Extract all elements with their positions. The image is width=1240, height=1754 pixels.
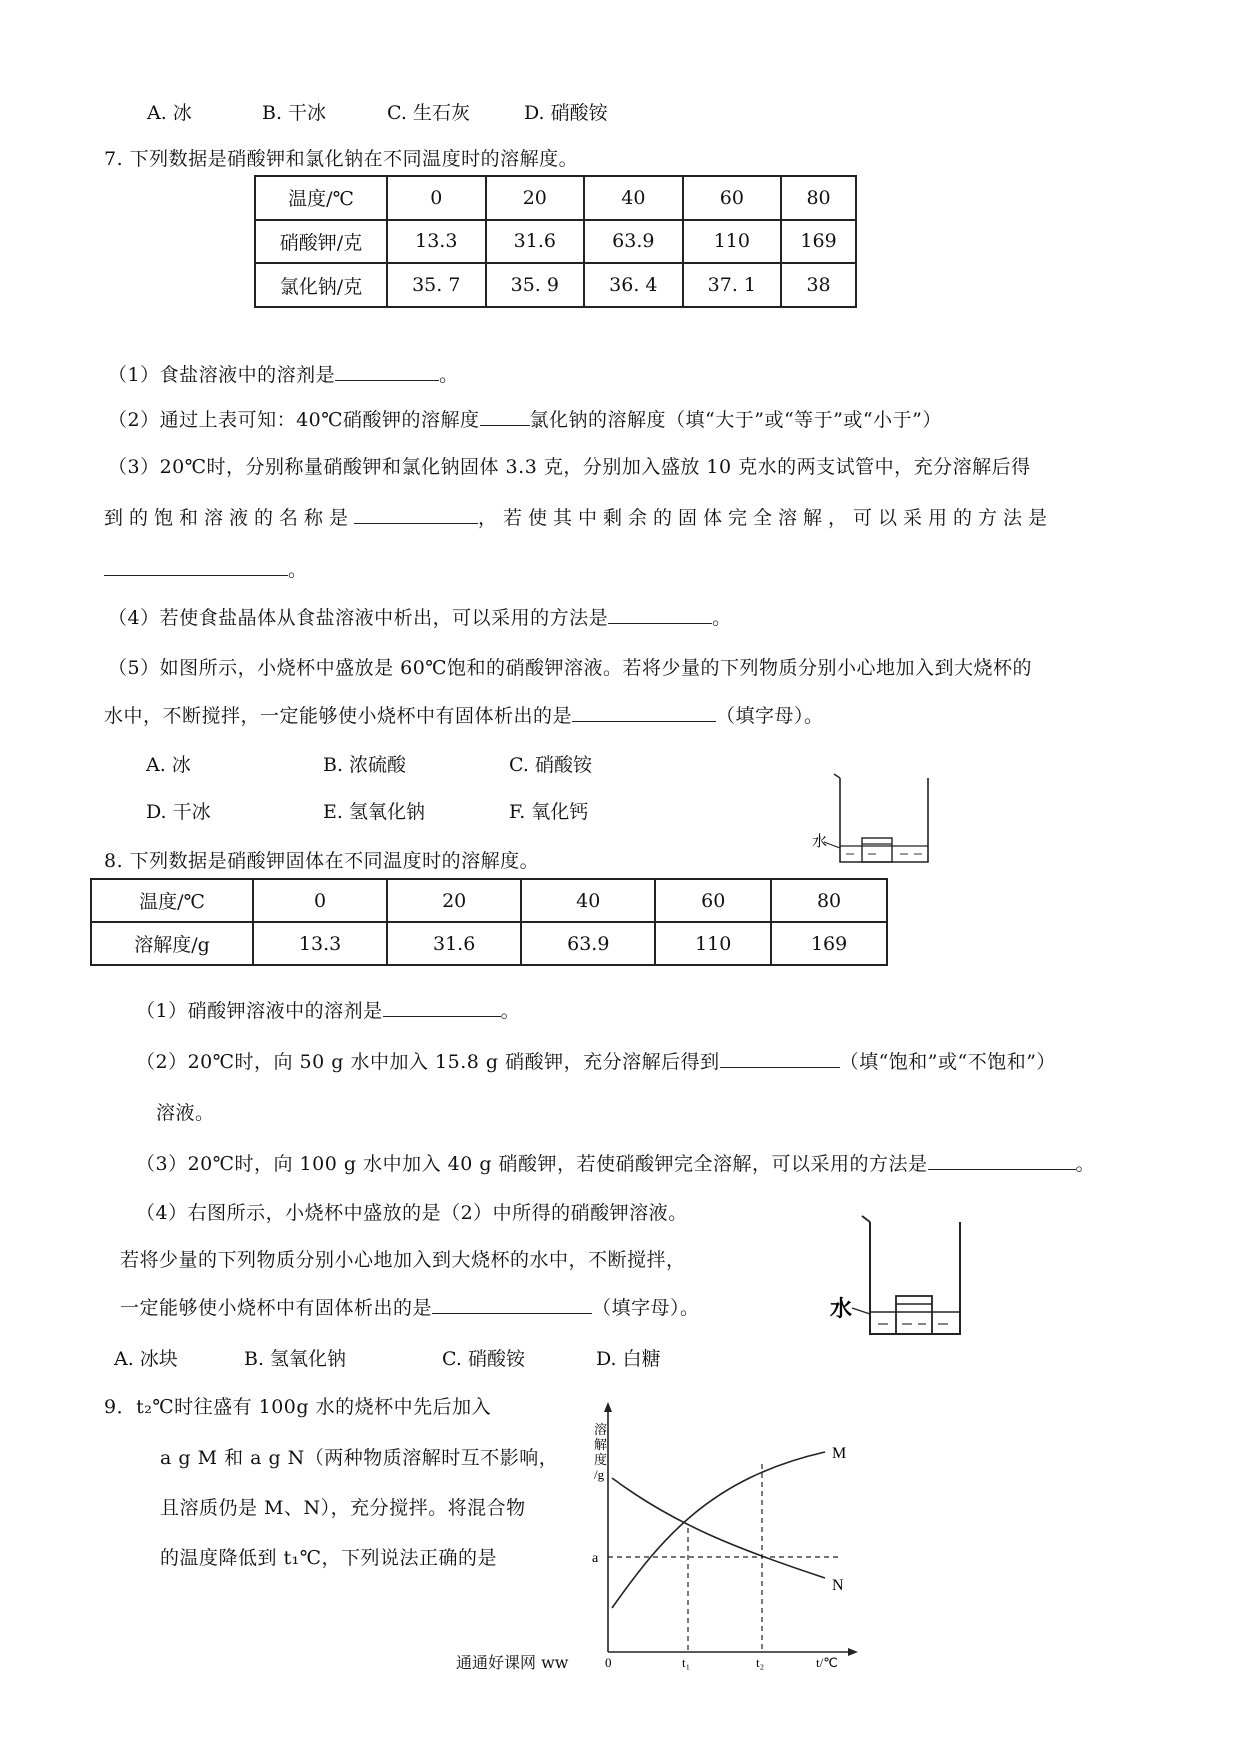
table-cell: 169 bbox=[771, 922, 887, 965]
answer-blank[interactable] bbox=[608, 603, 712, 624]
y-axis-arrow bbox=[604, 1402, 612, 1412]
q7-stem: 7. 下列数据是硝酸钾和氯化钠在不同温度时的溶解度。 bbox=[104, 148, 579, 170]
q8-part4-end: （填字母）。 bbox=[592, 1297, 700, 1319]
table-cell: 169 bbox=[781, 220, 856, 264]
q8-part3-text: （3）20℃时，向 100 g 水中加入 40 g 硝酸钾，若使硝酸钾完全溶解，可以采用的方法是 bbox=[136, 1153, 928, 1175]
q7-part1 bbox=[108, 360, 459, 387]
q7-part4-text: （4）若使食盐晶体从食盐溶液中析出，可以采用的方法是 bbox=[108, 607, 609, 629]
q7-part2 bbox=[108, 405, 942, 432]
x-tick-label: 0 bbox=[605, 1655, 612, 1670]
q7-option-b: B. 浓硫酸 bbox=[323, 754, 407, 776]
water-label: 水 bbox=[812, 834, 828, 850]
solubility-chart bbox=[580, 1400, 870, 1670]
water-label: 水 bbox=[830, 1296, 853, 1321]
x-tick-label: t₂ bbox=[756, 1655, 765, 1670]
table-cell: 31.6 bbox=[486, 220, 585, 264]
table-cell: 溶解度/g bbox=[91, 922, 253, 965]
answer-blank[interactable] bbox=[720, 1047, 840, 1068]
q7-part2-text: （2）通过上表可知：40℃硝酸钾的溶解度 bbox=[108, 409, 480, 431]
q8-part1-text: （1）硝酸钾溶液中的溶剂是 bbox=[136, 1000, 383, 1022]
q7-part3-text: 到的饱和溶液的名称是 bbox=[104, 507, 355, 529]
x-axis-arrow bbox=[848, 1648, 858, 1656]
q8-part3 bbox=[136, 1149, 1095, 1176]
q7-part4-end: 。 bbox=[712, 607, 732, 629]
series-label-m: M bbox=[832, 1445, 847, 1462]
table-cell: 硝酸钾/克 bbox=[255, 220, 387, 264]
q9-line3: 且溶质仍是 M、N），充分搅拌。将混合物 bbox=[160, 1497, 526, 1519]
answer-blank[interactable] bbox=[354, 503, 478, 524]
table-cell: 温度/℃ bbox=[255, 176, 387, 220]
table-cell: 38 bbox=[781, 263, 856, 307]
q7-part5-line1: （5）如图所示，小烧杯中盛放是 60℃饱和的硝酸钾溶液。若将少量的下列物质分别小心地加入到大烧杯的 bbox=[108, 657, 1033, 679]
q8-part2-text: （2）20℃时，向 50 g 水中加入 15.8 g 硝酸钾，充分溶解后得到 bbox=[136, 1051, 720, 1073]
table-row bbox=[91, 879, 887, 922]
beaker-figure bbox=[810, 772, 940, 868]
table-cell: 0 bbox=[387, 176, 486, 220]
table-row bbox=[255, 263, 856, 307]
table-cell: 37. 1 bbox=[683, 263, 782, 307]
table-cell: 63.9 bbox=[521, 922, 655, 965]
q8-option-c: C. 硝酸铵 bbox=[442, 1348, 525, 1370]
q7-part5-end: （填字母）。 bbox=[716, 705, 824, 727]
q8-part4-line1: （4）右图所示，小烧杯中盛放的是（2）中所得的硝酸钾溶液。 bbox=[136, 1202, 688, 1224]
q9-line2: a g M 和 a g N（两种物质溶解时互不影响， bbox=[160, 1447, 559, 1469]
q7-part3-line2 bbox=[104, 503, 1053, 530]
q7-part3-line3 bbox=[104, 555, 308, 582]
table-cell: 60 bbox=[655, 879, 771, 922]
q7-part4 bbox=[108, 603, 732, 630]
q8-option-a: A. 冰块 bbox=[114, 1348, 178, 1370]
q7-table bbox=[254, 175, 857, 308]
q6-option-c: C. 生石灰 bbox=[387, 102, 470, 124]
series-label-n: N bbox=[832, 1577, 844, 1594]
x-tick-label: t₁ bbox=[682, 1655, 691, 1670]
q7-part1-text: （1）食盐溶液中的溶剂是 bbox=[108, 364, 336, 386]
q8-option-d: D. 白糖 bbox=[596, 1348, 661, 1370]
answer-blank[interactable] bbox=[572, 701, 716, 722]
q7-part2-end: 氯化钠的溶解度（填“大于”或“等于”或“小于”） bbox=[529, 409, 942, 431]
q8-option-b: B. 氢氧化钠 bbox=[244, 1348, 347, 1370]
table-cell: 63.9 bbox=[584, 220, 683, 264]
q7-part5-line2 bbox=[104, 701, 824, 728]
q8-part1 bbox=[136, 996, 520, 1023]
answer-blank[interactable] bbox=[104, 555, 288, 576]
table-row bbox=[91, 922, 887, 965]
table-cell: 31.6 bbox=[387, 922, 521, 965]
q7-option-d: D. 干冰 bbox=[146, 801, 211, 823]
table-cell: 35. 9 bbox=[486, 263, 585, 307]
q8-stem: 8. 下列数据是硝酸钾固体在不同温度时的溶解度。 bbox=[104, 850, 540, 872]
footer-watermark: 通通好课网 ww bbox=[456, 1653, 569, 1672]
q7-option-a: A. 冰 bbox=[146, 754, 191, 776]
q8-part2-line2: 溶液。 bbox=[156, 1102, 215, 1124]
q7-part3-line1: （3）20℃时，分别称量硝酸钾和氯化钠固体 3.3 克，分别加入盛放 10 克水的两支试管中，充分溶解后得 bbox=[108, 456, 1031, 478]
table-cell: 110 bbox=[655, 922, 771, 965]
q8-part3-end: 。 bbox=[1075, 1153, 1096, 1175]
table-cell: 13.3 bbox=[253, 922, 387, 965]
q9-line4: 的温度降低到 t₁℃，下列说法正确的是 bbox=[160, 1547, 498, 1569]
q8-part2-end: （填“饱和”或“不饱和”） bbox=[839, 1051, 1056, 1073]
table-cell: 0 bbox=[253, 879, 387, 922]
curve-m bbox=[612, 1452, 825, 1608]
table-row bbox=[255, 220, 856, 264]
table-cell: 20 bbox=[486, 176, 585, 220]
answer-blank[interactable] bbox=[383, 996, 501, 1017]
answer-blank[interactable] bbox=[480, 405, 530, 426]
curve-n bbox=[612, 1478, 825, 1578]
table-cell: 80 bbox=[771, 879, 887, 922]
q8-part4-text: 一定能够使小烧杯中有固体析出的是 bbox=[120, 1297, 433, 1319]
q8-part2-line1 bbox=[136, 1047, 1056, 1074]
table-cell: 20 bbox=[387, 879, 521, 922]
q7-option-c: C. 硝酸铵 bbox=[509, 754, 592, 776]
q7-option-f: F. 氧化钙 bbox=[509, 801, 589, 823]
q6-option-b: B. 干冰 bbox=[262, 102, 327, 124]
table-cell: 温度/℃ bbox=[91, 879, 253, 922]
beaker-figure bbox=[826, 1212, 966, 1342]
q8-part1-end: 。 bbox=[500, 1000, 521, 1022]
y-axis-label: 溶解度/g bbox=[594, 1422, 608, 1482]
table-cell: 氯化钠/克 bbox=[255, 263, 387, 307]
x-axis-label: t/℃ bbox=[816, 1655, 838, 1670]
q6-option-a: A. 冰 bbox=[147, 102, 192, 124]
q8-table bbox=[90, 878, 888, 966]
q8-part4-line2: 若将少量的下列物质分别小心地加入到大烧杯的水中，不断搅拌， bbox=[120, 1249, 686, 1271]
table-cell: 40 bbox=[584, 176, 683, 220]
q7-option-e: E. 氢氧化钠 bbox=[323, 801, 425, 823]
table-cell: 80 bbox=[781, 176, 856, 220]
q7-part3-end: 。 bbox=[288, 559, 308, 581]
table-row bbox=[255, 176, 856, 220]
q7-part5-text: 水中，不断搅拌，一定能够使小烧杯中有固体析出的是 bbox=[104, 705, 573, 727]
q7-part1-end: 。 bbox=[439, 364, 459, 386]
answer-blank[interactable] bbox=[432, 1293, 592, 1314]
q9-line1: 9．t₂℃时往盛有 100g 水的烧杯中先后加入 bbox=[104, 1396, 492, 1418]
q8-part4-line3 bbox=[120, 1293, 700, 1320]
answer-blank[interactable] bbox=[335, 360, 439, 381]
answer-blank[interactable] bbox=[928, 1149, 1076, 1170]
y-tick-label: a bbox=[592, 1551, 599, 1566]
q6-option-d: D. 硝酸铵 bbox=[524, 102, 608, 124]
table-cell: 40 bbox=[521, 879, 655, 922]
table-cell: 110 bbox=[683, 220, 782, 264]
table-cell: 13.3 bbox=[387, 220, 486, 264]
table-cell: 36. 4 bbox=[584, 263, 683, 307]
q7-part3-text2: ，若使其中剩余的固体完全溶解，可以采用的方法是 bbox=[478, 507, 1054, 529]
table-cell: 60 bbox=[683, 176, 782, 220]
table-cell: 35. 7 bbox=[387, 263, 486, 307]
